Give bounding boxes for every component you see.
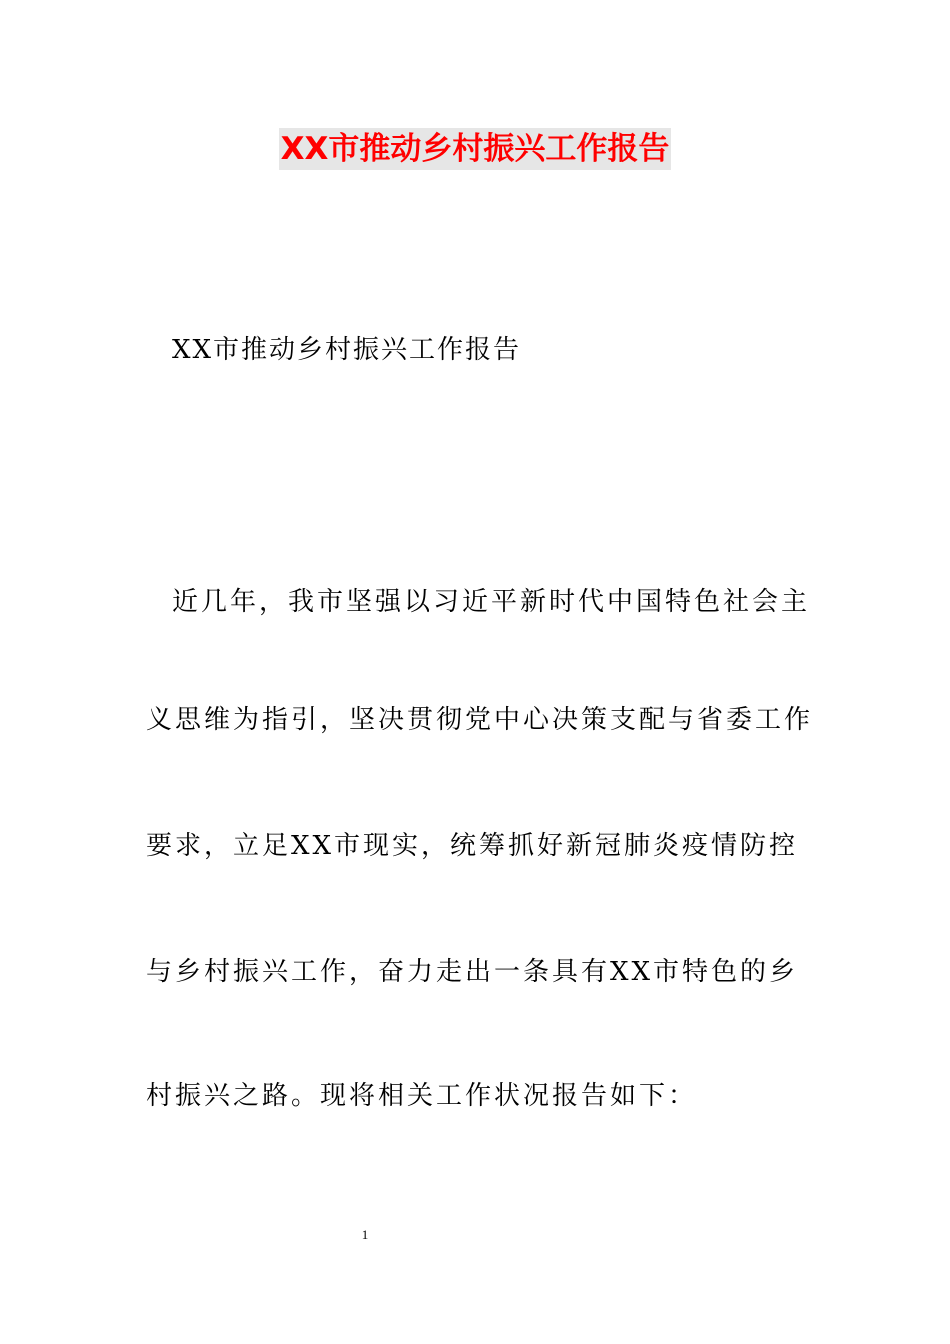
paragraph-line-5: 村振兴之路。现将相关工作状况报告如下：: [146, 1081, 698, 1111]
paragraph-line-4: 与乡村振兴工作，奋力走出一条具有XX市特色的乡: [146, 957, 799, 987]
document-subtitle: XX市推动乡村振兴工作报告: [172, 335, 522, 365]
title-container: [0, 128, 950, 170]
paragraph-line-2: 义思维为指引，坚决贯彻党中心决策支配与省委工作: [146, 705, 814, 735]
page-number: 1: [361, 1227, 369, 1242]
paragraph-line-1: 近几年，我市坚强以习近平新时代中国特色社会主: [172, 587, 811, 617]
document-title: XX市推动乡村振兴工作报告: [279, 128, 672, 170]
paragraph-line-3: 要求，立足XX市现实，统筹抓好新冠肺炎疫情防控: [146, 831, 799, 861]
